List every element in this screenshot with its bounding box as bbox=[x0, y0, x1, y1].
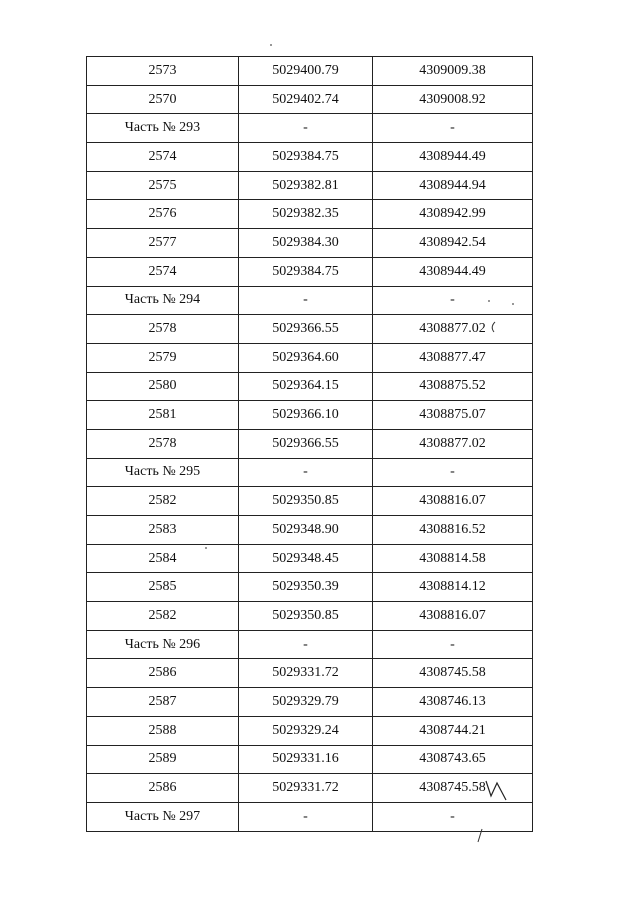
table-row bbox=[87, 315, 533, 344]
y-coordinate-cell: 4308746.13 bbox=[373, 688, 533, 717]
y-coordinate-cell: 4308944.94 bbox=[373, 171, 533, 200]
y-coordinate-cell: 4309009.38 bbox=[373, 57, 533, 86]
table-row bbox=[87, 229, 533, 258]
y-coordinate-cell: 4309008.92 bbox=[373, 85, 533, 114]
x-coordinate-cell: 5029384.75 bbox=[239, 143, 373, 172]
point-number-cell: Часть № 293 bbox=[87, 114, 239, 143]
point-number-cell: 2579 bbox=[87, 343, 239, 372]
x-coordinate-cell: - bbox=[239, 802, 373, 831]
table-row bbox=[87, 114, 533, 143]
point-number-cell: 2577 bbox=[87, 229, 239, 258]
x-coordinate-cell: 5029350.39 bbox=[239, 573, 373, 602]
y-coordinate-cell: - bbox=[373, 458, 533, 487]
x-coordinate-cell: 5029366.55 bbox=[239, 429, 373, 458]
point-number-cell: Часть № 294 bbox=[87, 286, 239, 315]
y-coordinate-cell: - bbox=[373, 286, 533, 315]
table-row bbox=[87, 257, 533, 286]
point-number-cell: Часть № 296 bbox=[87, 630, 239, 659]
table-row bbox=[87, 458, 533, 487]
point-number-cell: 2576 bbox=[87, 200, 239, 229]
table-row bbox=[87, 659, 533, 688]
x-coordinate-cell: 5029348.90 bbox=[239, 516, 373, 545]
point-number-cell: 2583 bbox=[87, 516, 239, 545]
y-coordinate-cell: 4308816.07 bbox=[373, 487, 533, 516]
x-coordinate-cell: - bbox=[239, 114, 373, 143]
x-coordinate-cell: 5029329.79 bbox=[239, 688, 373, 717]
point-number-cell: 2574 bbox=[87, 143, 239, 172]
table-row bbox=[87, 630, 533, 659]
y-coordinate-cell: 4308875.52 bbox=[373, 372, 533, 401]
y-coordinate-cell: 4308942.54 bbox=[373, 229, 533, 258]
point-number-cell: 2586 bbox=[87, 774, 239, 803]
point-number-cell: 2586 bbox=[87, 659, 239, 688]
table-row bbox=[87, 343, 533, 372]
x-coordinate-cell: 5029348.45 bbox=[239, 544, 373, 573]
point-number-cell: 2580 bbox=[87, 372, 239, 401]
x-coordinate-cell: 5029402.74 bbox=[239, 85, 373, 114]
table-row bbox=[87, 745, 533, 774]
x-coordinate-cell: 5029350.85 bbox=[239, 487, 373, 516]
x-coordinate-cell: 5029384.75 bbox=[239, 257, 373, 286]
x-coordinate-cell: - bbox=[239, 458, 373, 487]
y-coordinate-cell: 4308745.58 bbox=[373, 774, 533, 803]
point-number-cell: 2578 bbox=[87, 315, 239, 344]
table-row bbox=[87, 487, 533, 516]
y-coordinate-cell: - bbox=[373, 630, 533, 659]
x-coordinate-cell: 5029382.81 bbox=[239, 171, 373, 200]
y-coordinate-cell: 4308816.52 bbox=[373, 516, 533, 545]
y-coordinate-cell: 4308877.02 bbox=[373, 315, 533, 344]
point-number-cell: 2588 bbox=[87, 716, 239, 745]
point-number-cell: Часть № 295 bbox=[87, 458, 239, 487]
y-coordinate-cell: 4308743.65 bbox=[373, 745, 533, 774]
point-number-cell: 2584 bbox=[87, 544, 239, 573]
point-number-cell: 2582 bbox=[87, 602, 239, 631]
point-number-cell: 2573 bbox=[87, 57, 239, 86]
y-coordinate-cell: 4308744.21 bbox=[373, 716, 533, 745]
table-row bbox=[87, 171, 533, 200]
point-number-cell: Часть № 297 bbox=[87, 802, 239, 831]
point-number-cell: 2574 bbox=[87, 257, 239, 286]
x-coordinate-cell: - bbox=[239, 286, 373, 315]
y-coordinate-cell: 4308816.07 bbox=[373, 602, 533, 631]
point-number-cell: 2587 bbox=[87, 688, 239, 717]
table-row bbox=[87, 57, 533, 86]
table-row bbox=[87, 716, 533, 745]
y-coordinate-cell: - bbox=[373, 114, 533, 143]
x-coordinate-cell: 5029366.10 bbox=[239, 401, 373, 430]
x-coordinate-cell: 5029382.35 bbox=[239, 200, 373, 229]
x-coordinate-cell: 5029331.72 bbox=[239, 659, 373, 688]
coordinates-table-body bbox=[87, 57, 533, 832]
point-number-cell: 2570 bbox=[87, 85, 239, 114]
table-row bbox=[87, 85, 533, 114]
x-coordinate-cell: 5029364.15 bbox=[239, 372, 373, 401]
y-coordinate-cell: 4308814.12 bbox=[373, 573, 533, 602]
y-coordinate-cell: 4308944.49 bbox=[373, 257, 533, 286]
scan-speck bbox=[205, 547, 207, 549]
y-coordinate-cell: 4308745.58 bbox=[373, 659, 533, 688]
table-row bbox=[87, 688, 533, 717]
x-coordinate-cell: 5029331.72 bbox=[239, 774, 373, 803]
table-row bbox=[87, 573, 533, 602]
table-row bbox=[87, 802, 533, 831]
table-row bbox=[87, 544, 533, 573]
table-row bbox=[87, 516, 533, 545]
scan-speck bbox=[270, 44, 272, 46]
x-coordinate-cell: 5029400.79 bbox=[239, 57, 373, 86]
point-number-cell: 2589 bbox=[87, 745, 239, 774]
point-number-cell: 2575 bbox=[87, 171, 239, 200]
point-number-cell: 2585 bbox=[87, 573, 239, 602]
x-coordinate-cell: 5029350.85 bbox=[239, 602, 373, 631]
table-row bbox=[87, 401, 533, 430]
table-row bbox=[87, 286, 533, 315]
y-coordinate-cell: 4308944.49 bbox=[373, 143, 533, 172]
y-coordinate-cell: - bbox=[373, 802, 533, 831]
table-row bbox=[87, 200, 533, 229]
point-number-cell: 2578 bbox=[87, 429, 239, 458]
table-row bbox=[87, 429, 533, 458]
coordinates-table bbox=[86, 56, 533, 832]
x-coordinate-cell: 5029329.24 bbox=[239, 716, 373, 745]
y-coordinate-cell: 4308942.99 bbox=[373, 200, 533, 229]
scan-speck bbox=[488, 300, 490, 302]
x-coordinate-cell: 5029364.60 bbox=[239, 343, 373, 372]
x-coordinate-cell: 5029384.30 bbox=[239, 229, 373, 258]
y-coordinate-cell: 4308875.07 bbox=[373, 401, 533, 430]
point-number-cell: 2582 bbox=[87, 487, 239, 516]
table-row bbox=[87, 774, 533, 803]
y-coordinate-cell: 4308877.47 bbox=[373, 343, 533, 372]
point-number-cell: 2581 bbox=[87, 401, 239, 430]
y-coordinate-cell: 4308877.02 bbox=[373, 429, 533, 458]
table-row bbox=[87, 372, 533, 401]
table-row bbox=[87, 602, 533, 631]
x-coordinate-cell: 5029331.16 bbox=[239, 745, 373, 774]
scan-speck bbox=[512, 303, 514, 305]
x-coordinate-cell: 5029366.55 bbox=[239, 315, 373, 344]
y-coordinate-cell: 4308814.58 bbox=[373, 544, 533, 573]
table-row bbox=[87, 143, 533, 172]
x-coordinate-cell: - bbox=[239, 630, 373, 659]
